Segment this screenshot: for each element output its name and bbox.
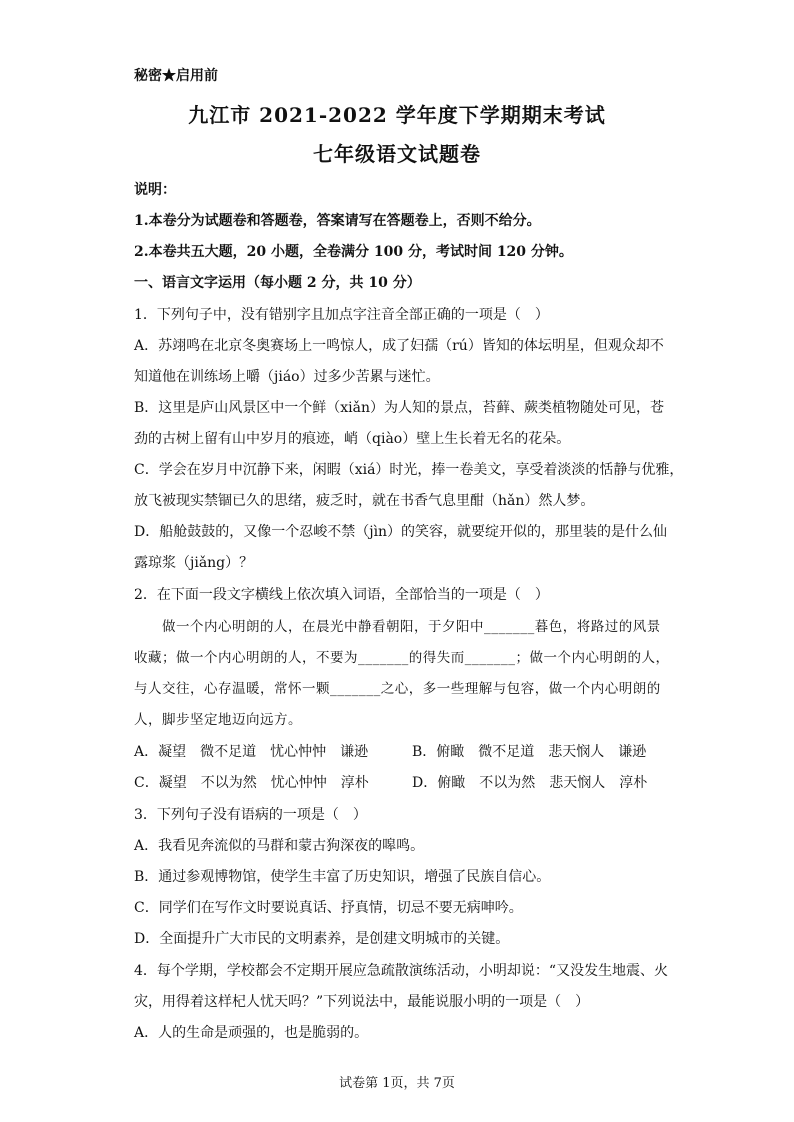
q2-passage-line4: 人，脚步坚定地迈向远方。 bbox=[134, 712, 302, 728]
q1-option-c-line1: C．学会在岁月中沉静下来，闲暇（xiá）时光，捧一卷美文，享受着淡淡的恬静与优雅， bbox=[134, 462, 684, 478]
exam-subtitle: 七年级语文试题卷 bbox=[313, 142, 481, 166]
q2-passage-line2: 收藏；做一个内心明朗的人，不要为_______的得失而_______；做一个内心明朗的人， bbox=[134, 650, 670, 666]
q4-stem-line1: 4．每个学期，学校都会不定期开展应急疏散演练活动，小明却说：“又没发生地震、火 bbox=[134, 963, 669, 979]
q1-option-d-line2: 露琼浆（jiǎng）？ bbox=[134, 555, 254, 571]
section-heading: 一、语言文字运用（每小题 2 分，共 10 分） bbox=[134, 275, 421, 291]
q1-option-b-line1: B．这里是庐山风景区中一个鲜（xiǎn）为人知的景点，苔藓、蕨类植物随处可见，苍 bbox=[134, 400, 665, 416]
q2-option-c: C．凝望 不以为然 忧心忡忡 淳朴 bbox=[134, 775, 369, 791]
q3-option-c: C．同学们在写作文时要说真话、抒真情，切忌不要无病呻吟。 bbox=[134, 900, 523, 916]
q2-stem: 2．在下面一段文字横线上依次填入词语，全部恰当的一项是（ ） bbox=[134, 587, 549, 603]
q2-passage-line3: 与人交往，心存温暖，常怀一颗_______之心，多一些理解与包容，做一个内心明朗的 bbox=[134, 681, 661, 697]
q2-passage-line1: 做一个内心明朗的人，在晨光中静看朝阳，于夕阳中_______暮色，将路过的风景 bbox=[162, 619, 661, 635]
q4-option-a: A．人的生命是顽强的，也是脆弱的。 bbox=[134, 1025, 369, 1041]
notes-label: 说明： bbox=[134, 182, 176, 198]
q2-option-d: D．俯瞰 不以为然 悲天悯人 淳朴 bbox=[412, 775, 648, 791]
page-footer: 试卷第 1页，共 7页 bbox=[339, 1076, 455, 1091]
q2-option-a: A．凝望 微不足道 忧心忡忡 谦逊 bbox=[134, 744, 369, 760]
q3-option-d: D．全面提升广大市民的文明素养，是创建文明城市的关键。 bbox=[134, 931, 510, 947]
q1-option-a-line2: 知道他在训练场上嚼（jiáo）过多少苦累与迷忙。 bbox=[134, 369, 440, 385]
note-2: 2.本卷共五大题，20 小题，全卷满分 100 分，考试时间 120 分钟。 bbox=[134, 244, 573, 260]
note-1: 1.本卷分为试题卷和答题卷，答案请写在答题卷上，否则不给分。 bbox=[134, 213, 541, 229]
q3-option-a: A．我看见奔流似的马群和蒙古狗深夜的嗥鸣。 bbox=[134, 838, 425, 854]
q2-option-b: B．俯瞰 微不足道 悲天悯人 谦逊 bbox=[412, 744, 647, 760]
q1-stem: 1．下列句子中，没有错别字且加点字注音全部正确的一项是（ ） bbox=[134, 307, 549, 323]
q1-option-a-line1: A．苏翊鸣在北京冬奥赛场上一鸣惊人，成了妇孺（rú）皆知的体坛明星，但观众却不 bbox=[134, 338, 664, 354]
q1-option-b-line2: 劲的古树上留有山中岁月的痕迹，峭（qiào）壁上生长着无名的花朵。 bbox=[134, 431, 571, 447]
q1-option-c-line2: 放飞被现实禁锢已久的思绪，疲乏时，就在书香气息里酣（hǎn）然人梦。 bbox=[134, 493, 595, 509]
q3-stem: 3．下列句子没有语病的一项是（ ） bbox=[134, 807, 367, 823]
exam-title: 九江市 2021-2022 学年度下学期期末考试 bbox=[188, 103, 606, 127]
q4-stem-line2: 灾，用得着这样杞人忧天吗？”下列说法中，最能说服小明的一项是（ ） bbox=[134, 994, 590, 1010]
q1-option-d-line1: D．船舱鼓鼓的，又像一个忍峻不禁（jìn）的笑容，就要绽开似的，那里装的是什么仙 bbox=[134, 524, 668, 540]
confidential-label: 秘密★启用前 bbox=[134, 68, 218, 84]
q3-option-b: B．通过参观博物馆，使学生丰富了历史知识，增强了民族自信心。 bbox=[134, 869, 551, 885]
